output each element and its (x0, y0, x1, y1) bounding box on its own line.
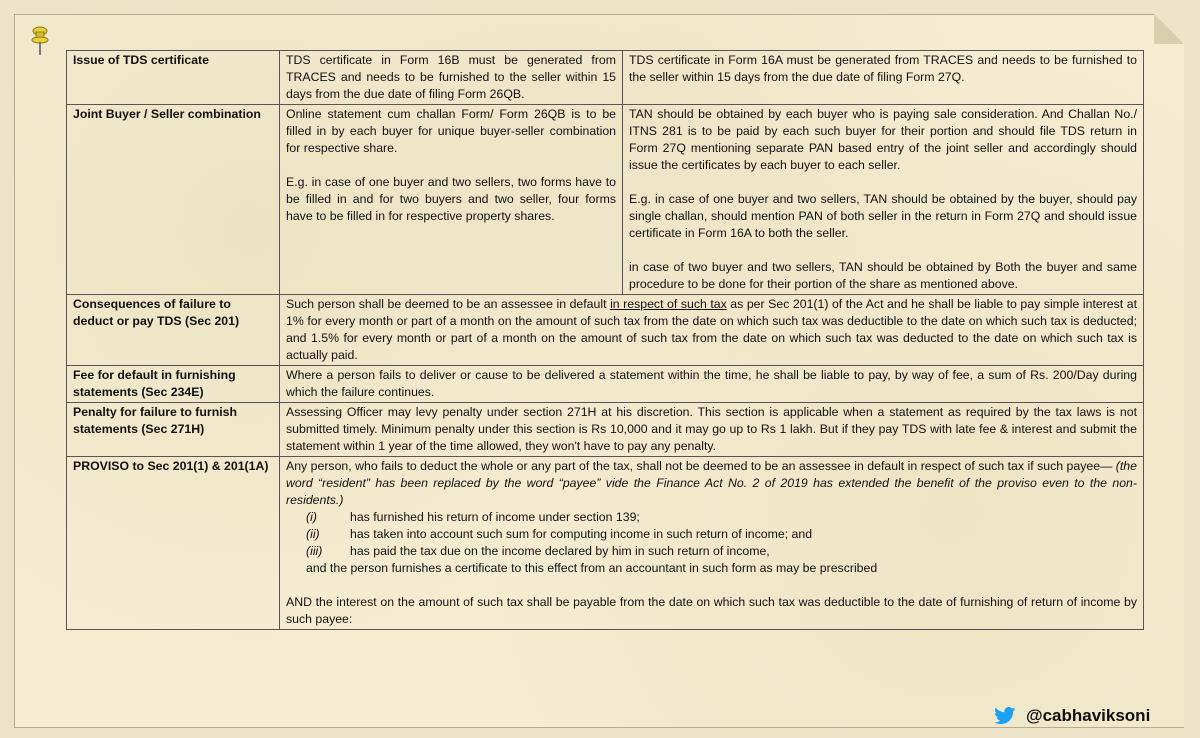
cell-text: Such person shall be deemed to be an assessee in default (286, 297, 611, 311)
underlined-text: in respect of such tax (610, 297, 727, 311)
form-27q-cell (623, 51, 1144, 105)
clause-item: (iii) has paid the tax due on the income declared by him in such return of income, (306, 544, 770, 558)
table-row (67, 105, 1144, 295)
clause-item: (i) has furnished his return of income under section 139; (306, 510, 640, 524)
twitter-handle[interactable] (994, 706, 1150, 726)
row-heading: Issue of TDS certificate (67, 51, 280, 105)
table-row (67, 457, 1144, 630)
italic-note: (the word “resident” has been replaced by the word “payee” vide the Finance Act No. 2 of 2019 has extended the benefit of the proviso even to the non-residents.) (286, 459, 1137, 507)
table-row (67, 403, 1144, 457)
row-heading: Consequences of failure to deduct or pay TDS (Sec 201) (67, 295, 280, 366)
table-row (67, 366, 1144, 403)
row-heading: Fee for default in furnishing statements (Sec 234E) (67, 366, 280, 403)
cell-text: Any person, who fails to deduct the whole or any part of the tax, shall not be deemed to be an assessee in default in respect of such tax if such payee— (286, 459, 1116, 473)
form-27q-cell (623, 105, 1144, 295)
form-26qb-cell (280, 105, 623, 295)
form-26qb-cell (280, 51, 623, 105)
row-content: Where a person fails to deliver or cause to be delivered a statement within the time, he shall be liable to pay, by way of fee, a sum of Rs. 200/Day during which the failure continues. (280, 366, 1144, 403)
cell-text: in case of two buyer and two sellers, TAN should be obtained by Both the buyer and same procedure to be done for their portion of the share as mentioned above. (629, 260, 1137, 291)
pushpin-icon (30, 26, 50, 56)
cell-text: TDS certificate in Form 16A must be generated from TRACES and needs to be furnished to the seller within 15 days from the due date of filing Form 27Q. (629, 53, 1137, 84)
table-row (67, 295, 1144, 366)
cell-text: TDS certificate in Form 16B must be generated from TRACES and needs to be furnished to the seller within 15 days from the due date of filing Form 26QB. (286, 53, 616, 101)
row-content: Assessing Officer may levy penalty under section 271H at his discretion. This section is applicable when a statement as required by the tax laws is not submitted timely. Minimum penalty under this section is Rs 10,000 and it may go up to Rs 1 lakh. But if they pay TDS with late fee & interest and submit the statement within 1 year of the time allowed, they won't have to pay any penalty. (280, 403, 1144, 457)
row-heading: PROVISO to Sec 201(1) & 201(1A) (67, 457, 280, 630)
row-content (280, 295, 1144, 366)
row-content (280, 457, 1144, 630)
cell-text: AND the interest on the amount of such tax shall be payable from the date on which such tax was deductible to the date of furnishing of return of income by such payee: (286, 595, 1137, 626)
clause-item: (ii) has taken into account such sum for computing income in such return of income; and (306, 527, 813, 541)
cell-text: Online statement cum challan Form/ Form 26QB is to be filled in by each buyer for unique buyer-seller combination for respective share. (286, 107, 616, 155)
row-heading: Penalty for failure to furnish statements (Sec 271H) (67, 403, 280, 457)
table-row (67, 51, 1144, 105)
cell-text: and the person furnishes a certificate to this effect from an accountant in such form as may be prescribed (306, 561, 878, 575)
cell-text: TAN should be obtained by each buyer who is paying sale consideration. And Challan No./ ITNS 281 is to be paid by each such buyer for their portion and should file TDS return in Form 27Q mentioning separate PAN based entry of the joint seller and accordingly should issue the certificates by each buyer to each seller. (629, 107, 1137, 172)
tds-comparison-table (66, 50, 1144, 630)
row-heading: Joint Buyer / Seller combination (67, 105, 280, 295)
handle-text[interactable]: @cabhaviksoni (1026, 706, 1151, 725)
cell-text: E.g. in case of one buyer and two sellers, two forms have to be filled in and for two buyers and two seller, four forms have to be filled in for respective property shares. (286, 175, 616, 223)
page-fold-corner (1154, 14, 1184, 44)
cell-text: E.g. in case of one buyer and two sellers, TAN should be obtained by the buyer, should pay single challan, should mention PAN of both seller in the return in Form 27Q and should issue certificate in Form 16A to both the seller. (629, 192, 1137, 240)
cell-text: as per Sec 201(1) of the Act and he shall be liable to pay simple interest at 1% for every month or part of a month on the amount of such tax from the date on which such tax was deductible to the date on which such tax is deducted; and 1.5% for every month or part of a month on the amount of such tax from the date on which such tax was deducted to the date on which such tax is actually paid. (286, 297, 1137, 362)
twitter-bird-icon (994, 707, 1016, 725)
